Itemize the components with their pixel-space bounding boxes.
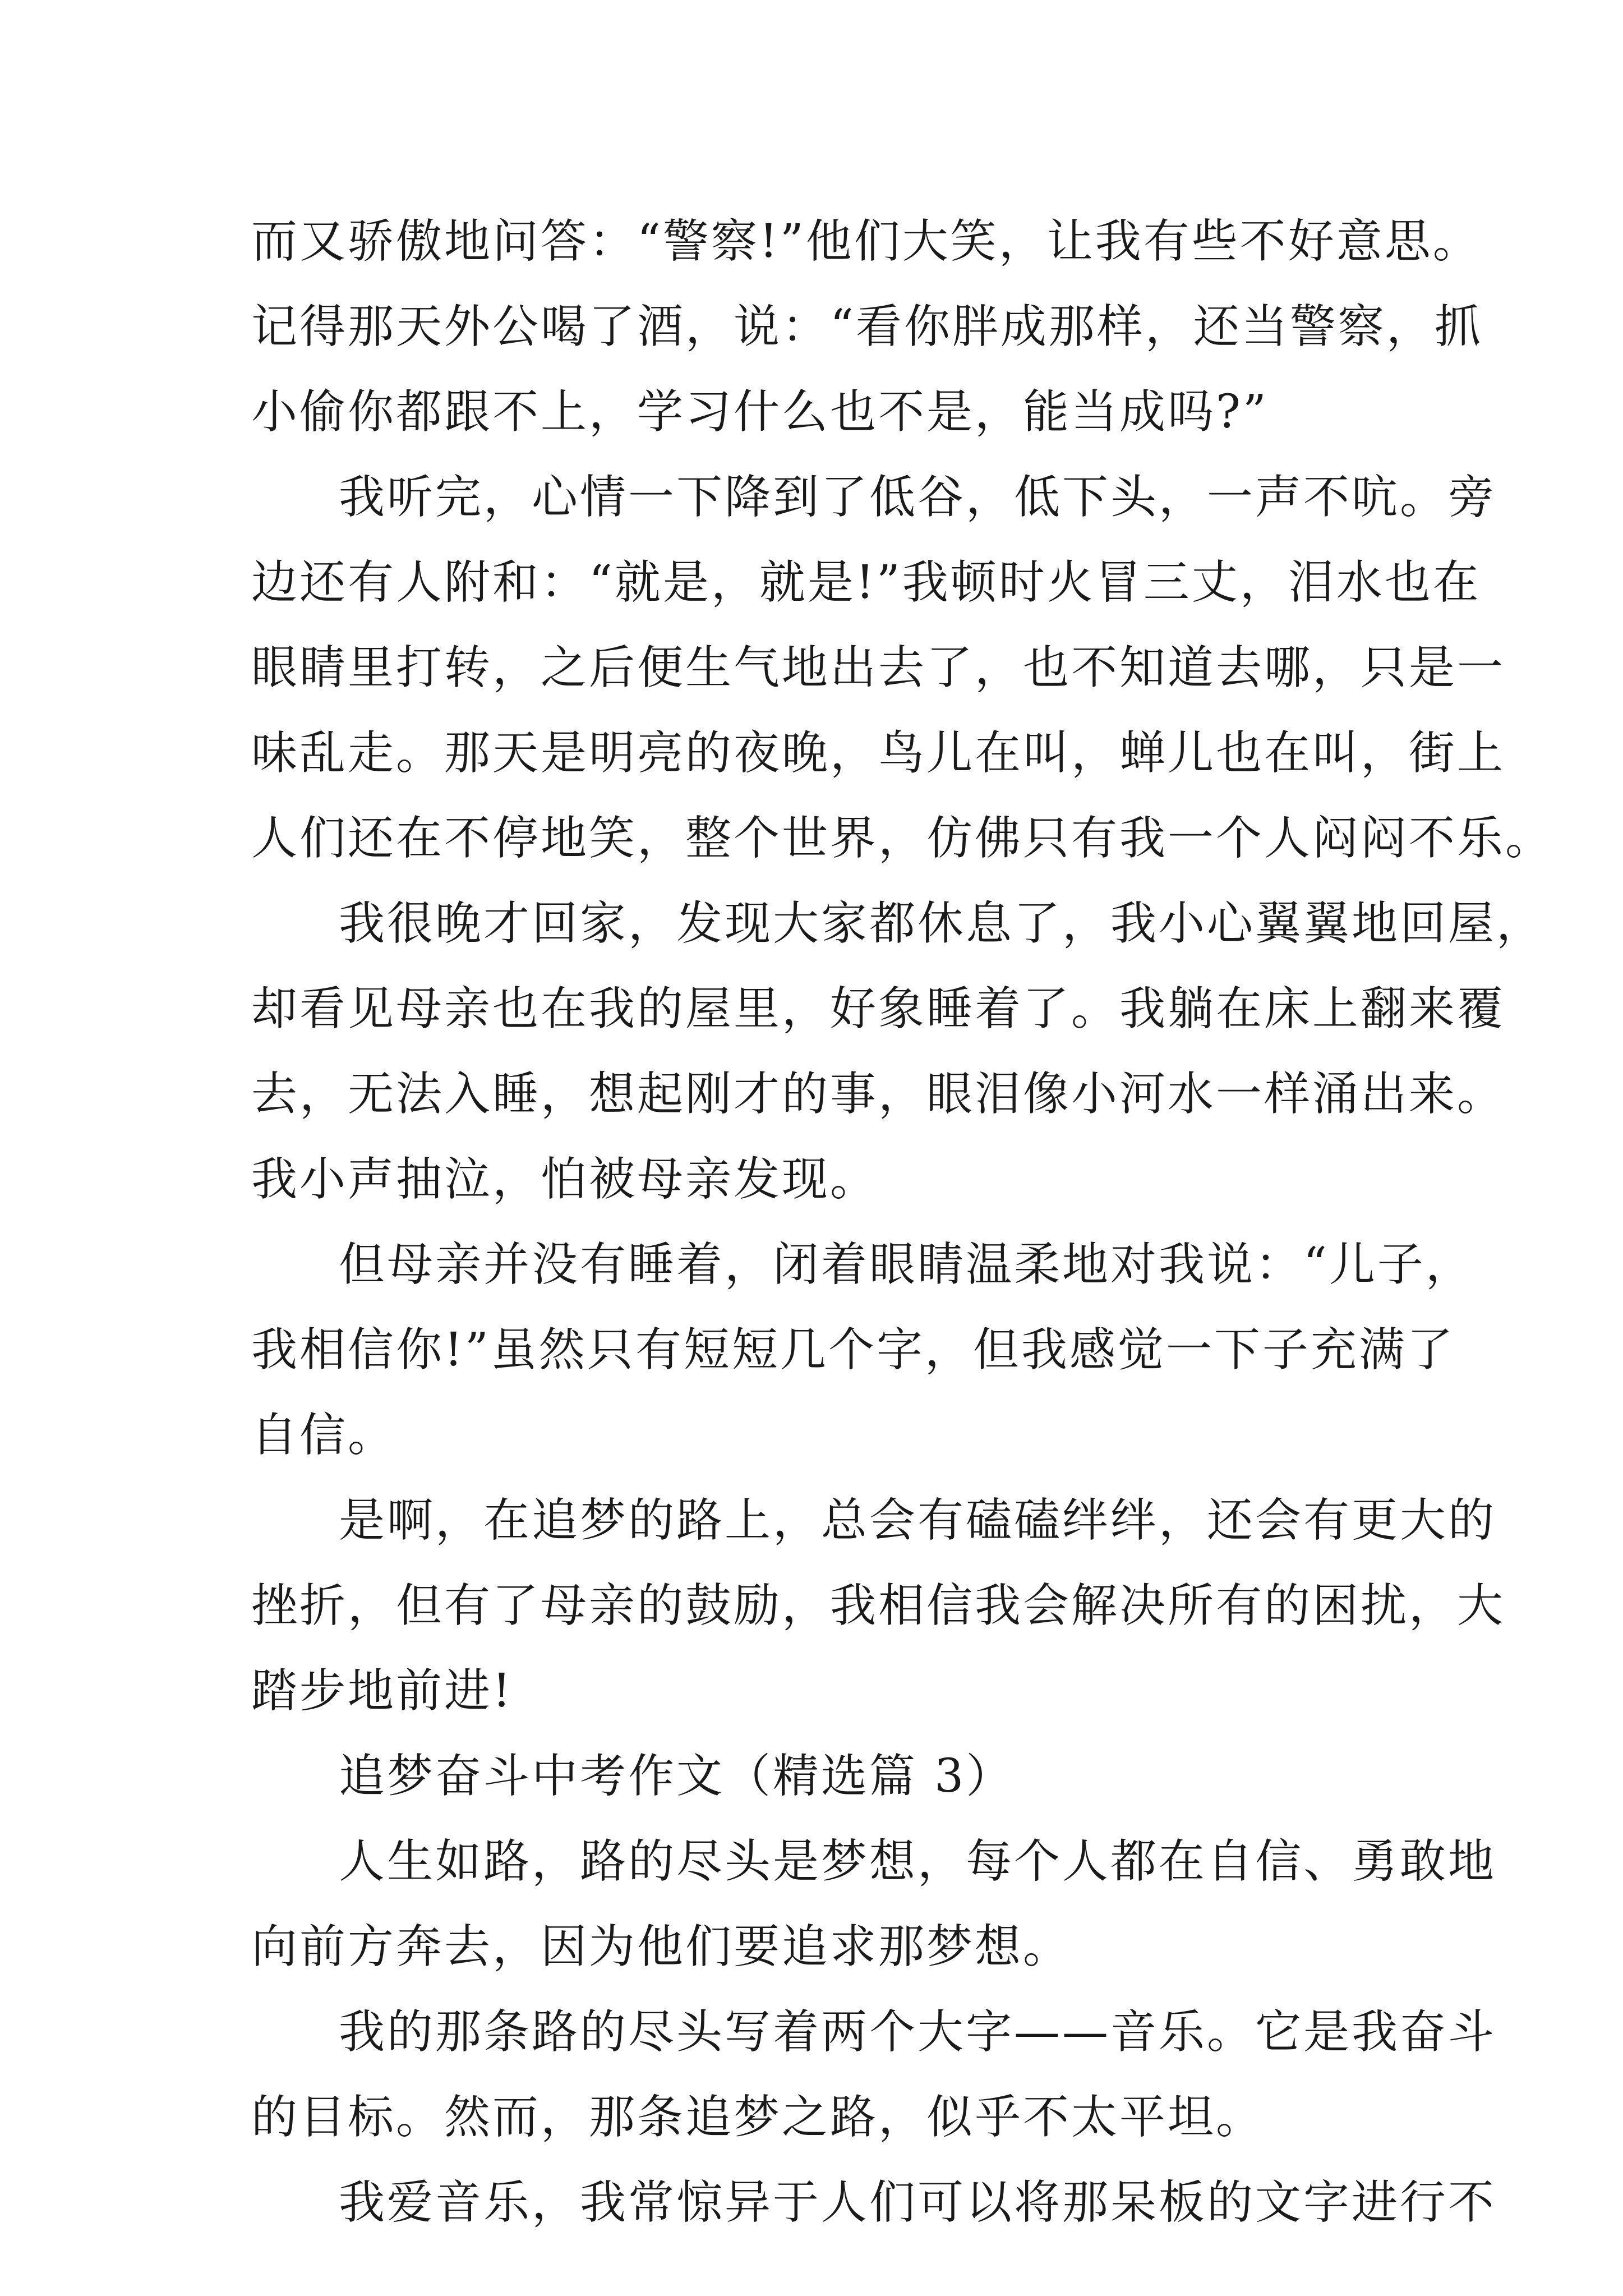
text-line: 我相信你!”虽然只有短短几个字，但我感觉一下子充满了 — [251, 1323, 1455, 1377]
text-line: 我爱音乐，我常惊异于人们可以将那呆板的文字进行不 — [339, 2176, 1497, 2229]
text-line: 眼睛里打转，之后便生气地出去了，也不知道去哪，只是一 — [251, 641, 1506, 694]
text-line: 向前方奔去，因为他们要追求那梦想。 — [251, 1920, 1072, 1973]
text-line: 去，无法入睡，想起刚才的事，眼泪像小河水一样涌出来。 — [251, 1068, 1506, 1121]
text-line: 是啊，在追梦的路上，总会有磕磕绊绊，还会有更大的 — [339, 1494, 1497, 1547]
text-line: 踏步地前进! — [251, 1664, 513, 1718]
text-line: 我听完，心情一下降到了低谷，低下头，一声不吭。旁 — [339, 471, 1497, 524]
text-line: 但母亲并没有睡着，闭着眼睛温柔地对我说：“儿子， — [339, 1238, 1474, 1291]
text-line: 我很晚才回家，发现大家都休息了，我小心翼翼地回屋， — [339, 897, 1545, 950]
text-line: 却看见母亲也在我的屋里，好象睡着了。我躺在床上翻来覆 — [251, 982, 1506, 1036]
text-line: 挫折，但有了母亲的鼓励，我相信我会解决所有的困扰，大 — [251, 1579, 1506, 1632]
text-line: 自信。 — [251, 1409, 396, 1462]
text-line: 小偷你都跟不上，学习什么也不是，能当成吗?” — [251, 385, 1269, 439]
text-line: 味乱走。那天是明亮的夜晚，鸟儿在叫，蝉儿也在叫，街上 — [251, 726, 1506, 780]
text-line: 记得那天外公喝了酒，说：“看你胖成那样，还当警察，抓 — [251, 300, 1483, 353]
text-line: 我小声抽泣，怕被母亲发现。 — [251, 1153, 879, 1206]
text-line: 边还有人附和：“就是，就是!”我顿时火冒三丈，泪水也在 — [251, 556, 1481, 609]
text-line: 我的那条路的尽头写着两个大字——音乐。它是我奋斗 — [339, 2005, 1497, 2059]
text-line: 而又骄傲地问答：“警察!”他们大笑，让我有些不好意思。 — [251, 215, 1481, 268]
text-line: 的目标。然而，那条追梦之路，似乎不太平坦。 — [251, 2091, 1265, 2144]
section-heading: 追梦奋斗中考作文（精选篇 3） — [339, 1750, 1015, 1803]
text-line: 人们还在不停地笑，整个世界，仿佛只有我一个人闷闷不乐。 — [251, 812, 1554, 865]
text-line: 人生如路，路的尽头是梦想，每个人都在自信、勇敢地 — [339, 1835, 1497, 1888]
